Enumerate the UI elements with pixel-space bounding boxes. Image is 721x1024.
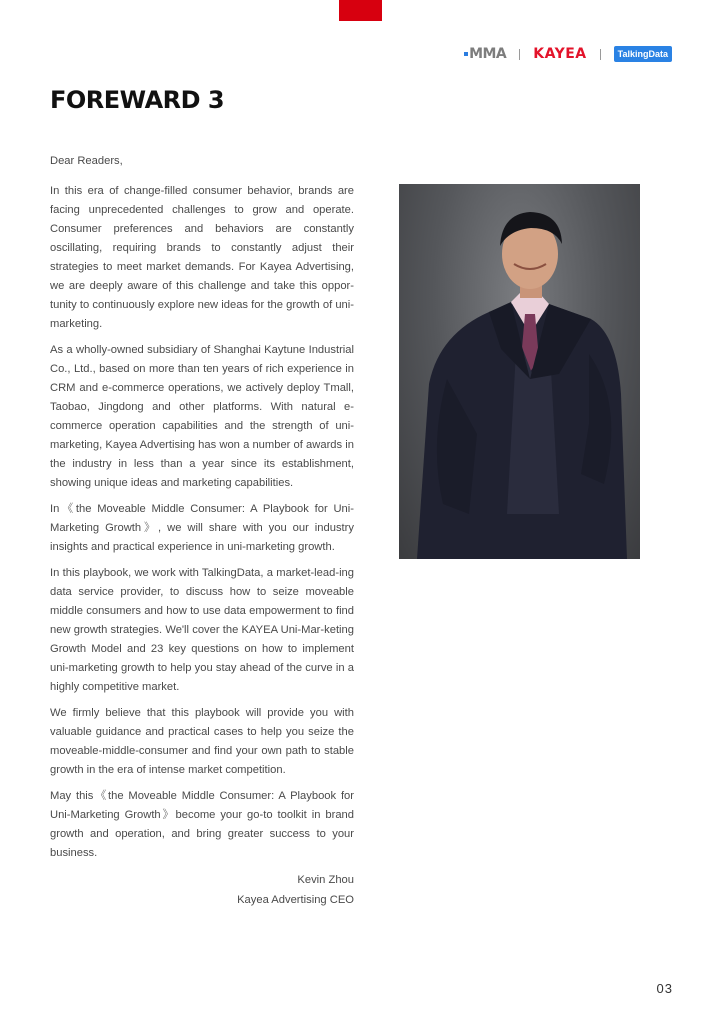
paragraph: In this playbook, we work with TalkingData, a market-lead-ing data service provider, to discuss how to seize moveable middle consumers and how to use data empowerment to find new growth strategies. We'll cover the KAYEA Uni-Mar-keting Growth Model and 23 key questions on how to implement uni-marketing growth to help you stay ahead of the curve in a highly competitive market. — [50, 567, 354, 693]
greeting: Dear Readers, — [50, 155, 123, 167]
mma-logo-dot — [464, 52, 468, 56]
paragraph: As a wholly-owned subsidiary of Shanghai Kaytune Industrial Co., Ltd., based on more than ten years of rich experience in CRM and e-commerce operations, we actively deploy Tmall, Taobao, Jingdong and other platforms. With natural e-commerce operation capabilities and the strength of uni-marketing, Kayea Advertising has won a number of awards in the industry in less than a year since its establishment, showing unique ideas and marketing capabilities. — [50, 344, 354, 489]
mma-logo — [464, 46, 506, 62]
page-number: 03 — [656, 981, 673, 996]
top-accent-tab — [339, 0, 382, 21]
signature — [50, 870, 354, 910]
signature-name: Kevin Zhou — [297, 874, 354, 886]
kayea-logo: KAYEA — [533, 46, 587, 62]
page-title: FOREWARD 3 — [50, 86, 225, 114]
talkingdata-logo: TalkingData — [614, 46, 672, 62]
logo-divider — [600, 49, 601, 60]
paragraph: In this era of change-filled consumer behavior, brands are facing unprecedented challenges to grow and operate. Consumer preferences and behaviors are constantly oscillating, requiring brands to constantly adjust their strategies to meet market demands. For Kayea Advertising, we are deeply aware of this challenge and take this oppor-tunity to continuously explore new ideas for the growth of uni-marketing. — [50, 185, 354, 330]
mma-logo-text: MMA — [469, 46, 507, 62]
signature-role: Kayea Advertising CEO — [237, 894, 354, 906]
portrait-illustration — [399, 184, 640, 559]
foreword-body — [50, 152, 354, 910]
partner-logos — [464, 45, 672, 63]
paragraph: May this《the Moveable Middle Consumer: A Playbook for Uni-Marketing Growth》become your go-to toolkit in brand growth and operation, and bring greater success to your business. — [50, 790, 354, 859]
ceo-portrait-photo — [399, 184, 640, 559]
paragraph: In《the Moveable Middle Consumer: A Playbook for Uni-Marketing Growth》, we will share with you our industry insights and practical experience in uni-marketing growth. — [50, 503, 354, 553]
paragraph: We firmly believe that this playbook will provide you with valuable guidance and practical cases to help you seize the moveable-middle-consumer and find your own path to stable growth in the era of intense market competition. — [50, 707, 354, 776]
logo-divider — [519, 49, 520, 60]
